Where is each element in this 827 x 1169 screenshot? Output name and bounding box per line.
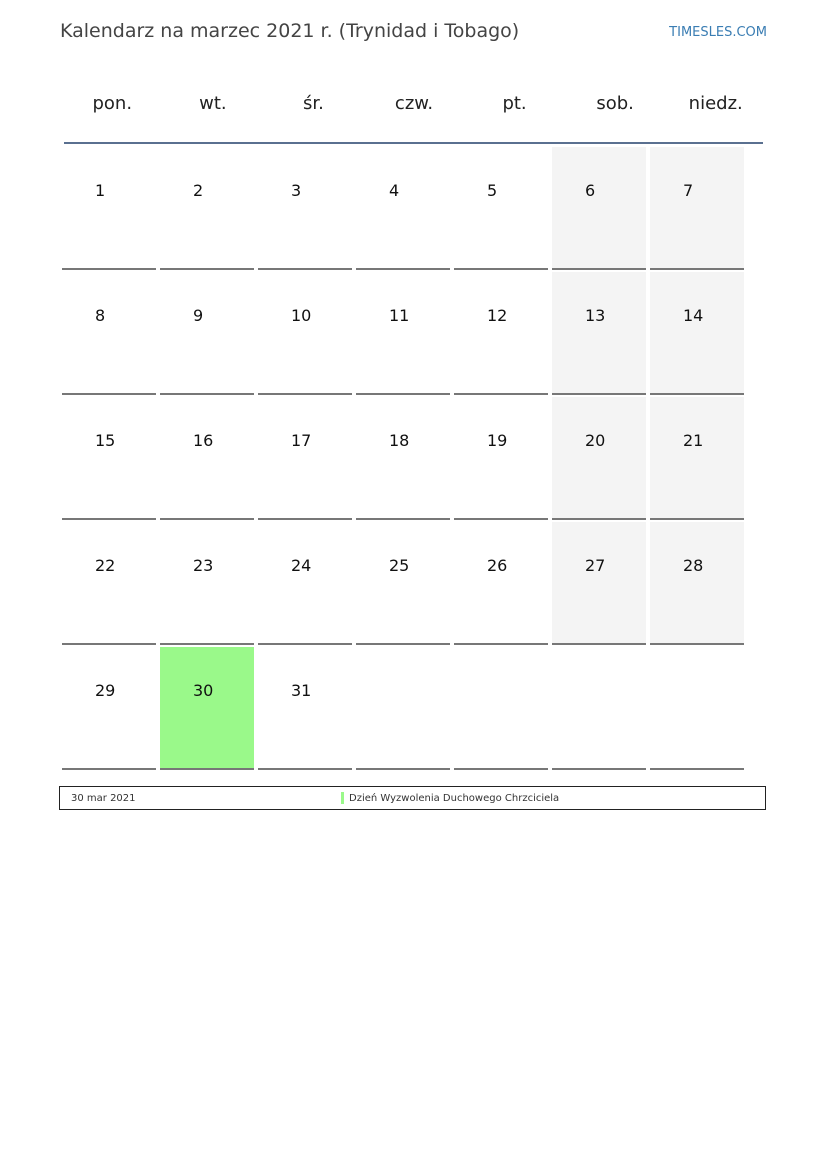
day-number: 18: [389, 431, 410, 450]
day-cell: [454, 397, 548, 520]
day-cell-weekend: [650, 397, 744, 520]
day-number: 17: [291, 431, 312, 450]
day-cell-empty: [356, 647, 450, 770]
day-number: 6: [585, 181, 596, 200]
day-cell: [356, 147, 450, 270]
day-cell: [356, 272, 450, 395]
day-number: 19: [487, 431, 508, 450]
weekday-header: [62, 80, 766, 128]
day-cell: [62, 397, 156, 520]
weekday-fri: pt.: [502, 93, 527, 114]
legend-holiday-name: Dzień Wyzwolenia Duchowego Chrzciciela: [349, 793, 560, 804]
day-cell-empty: [454, 647, 548, 770]
day-cell-holiday: [160, 647, 254, 770]
legend-date: 30 mar 2021: [71, 793, 136, 804]
day-number: 20: [585, 431, 606, 450]
weekday-mon: pon.: [92, 93, 133, 114]
day-cell: [62, 522, 156, 645]
day-cell: [454, 522, 548, 645]
day-cell: [258, 647, 352, 770]
day-cell: [356, 522, 450, 645]
day-cell: [356, 397, 450, 520]
day-cell-weekend: [552, 397, 646, 520]
day-number: 29: [95, 681, 116, 700]
day-cell-weekend: [650, 272, 744, 395]
day-number: 21: [683, 431, 704, 450]
page-title: Kalendarz na marzec 2021 r. (Trynidad i Tobago): [60, 20, 520, 42]
holiday-color-marker: [341, 792, 344, 804]
day-cell: [160, 522, 254, 645]
day-number: 27: [585, 556, 606, 575]
day-cell: [62, 272, 156, 395]
day-number: 26: [487, 556, 508, 575]
day-cell-empty: [650, 647, 744, 770]
brand-link[interactable]: TIMESLES.COM: [669, 25, 767, 40]
weekday-wed: śr.: [302, 93, 324, 114]
day-cell: [454, 272, 548, 395]
day-cell-weekend: [650, 522, 744, 645]
day-number: 24: [291, 556, 312, 575]
day-cell-empty: [552, 647, 646, 770]
header-divider: [64, 142, 763, 144]
day-number: 7: [683, 181, 694, 200]
day-number: 14: [683, 306, 704, 325]
day-number: 13: [585, 306, 606, 325]
day-number: 15: [95, 431, 116, 450]
day-cell: [258, 397, 352, 520]
day-number: 23: [193, 556, 214, 575]
weekday-tue: wt.: [199, 93, 227, 114]
day-cell: [160, 272, 254, 395]
calendar-grid: [62, 147, 765, 770]
holiday-legend: [59, 786, 766, 810]
day-cell-weekend: [552, 272, 646, 395]
day-number: 28: [683, 556, 704, 575]
day-number: 5: [487, 181, 498, 200]
day-number: 4: [389, 181, 400, 200]
day-number: 11: [389, 306, 410, 325]
day-number: 16: [193, 431, 214, 450]
day-cell: [258, 147, 352, 270]
day-cell: [160, 147, 254, 270]
day-number: 2: [193, 181, 204, 200]
day-number: 1: [95, 181, 106, 200]
day-cell: [62, 147, 156, 270]
day-number: 22: [95, 556, 116, 575]
day-cell-weekend: [650, 147, 744, 270]
day-cell: [454, 147, 548, 270]
day-number: 10: [291, 306, 312, 325]
weekday-thu: czw.: [394, 93, 434, 114]
day-cell: [258, 522, 352, 645]
day-cell-weekend: [552, 147, 646, 270]
day-number: 3: [291, 181, 302, 200]
day-number: 8: [95, 306, 106, 325]
weekday-sat: sob.: [596, 93, 634, 114]
day-number: 9: [193, 306, 204, 325]
day-number: 30: [193, 681, 214, 700]
day-cell: [62, 647, 156, 770]
day-cell: [160, 397, 254, 520]
day-number: 25: [389, 556, 410, 575]
weekday-sun: niedz.: [688, 93, 743, 114]
day-cell: [258, 272, 352, 395]
day-number: 12: [487, 306, 508, 325]
day-cell-weekend: [552, 522, 646, 645]
day-number: 31: [291, 681, 312, 700]
